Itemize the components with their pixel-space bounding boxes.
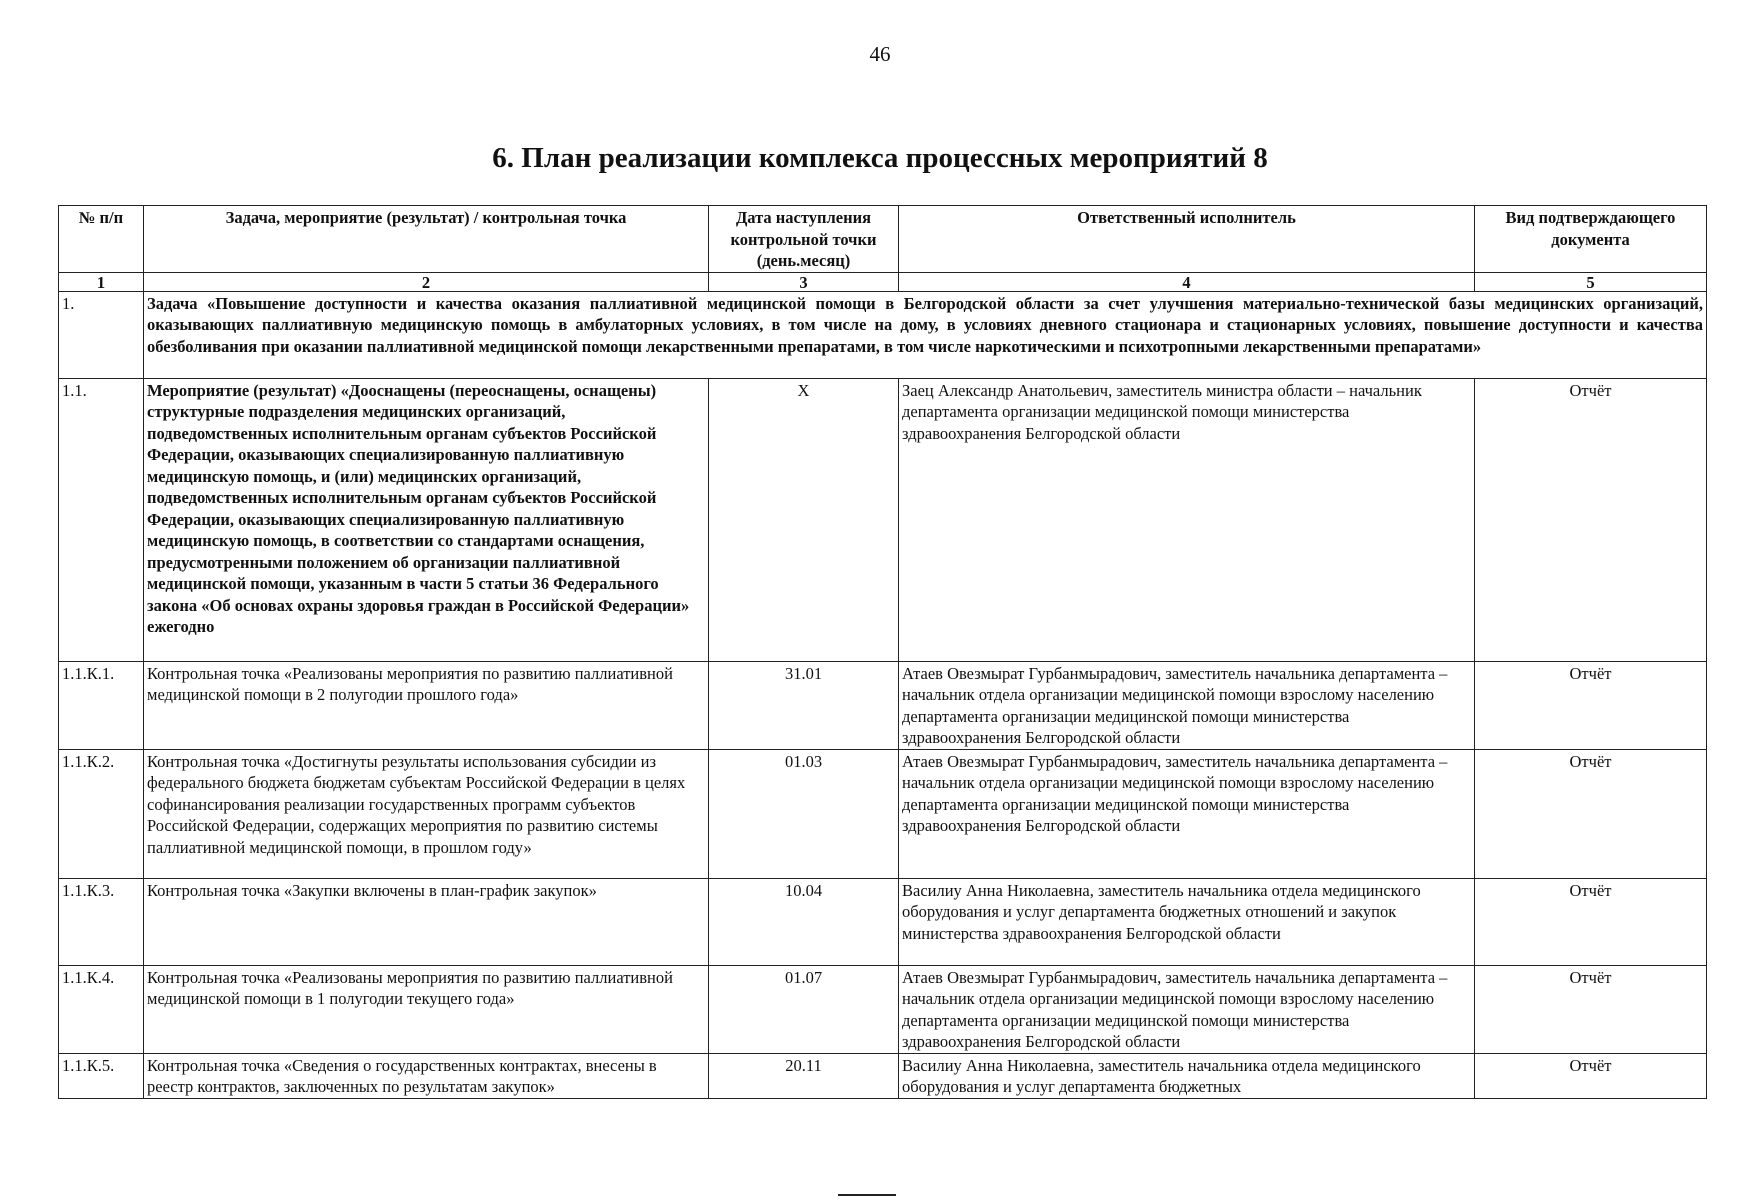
task-num: 1.	[59, 291, 144, 378]
row-responsible: Атаев Овезмырат Гурбанмырадович, заместитель начальника департамента – начальник отдела организации медицинской помощи взрослому населению департамента организации медицинской помощи министерства здравоохранения Белгородской области	[899, 749, 1475, 878]
table-row	[59, 749, 1707, 878]
column-number: 2	[144, 272, 709, 291]
page-title: 6. План реализации комплекса процессных мероприятий 8	[492, 142, 1268, 174]
header-document: Вид подтверждающего документа	[1475, 206, 1707, 273]
row-date: 31.01	[709, 661, 899, 749]
event-date: X	[709, 378, 899, 661]
event-num: 1.1.	[59, 378, 144, 661]
row-document: Отчёт	[1475, 1053, 1707, 1098]
header-num: № п/п	[59, 206, 144, 273]
row-document: Отчёт	[1475, 749, 1707, 878]
row-text: Контрольная точка «Достигнуты результаты использования субсидии из федерального бюджета бюджетам субъектам Российской Федерации в целях софинансирования реализации государственных программ субъектов Российской Федерации, содержащих мероприятия по развитию системы паллиативной медицинской помощи, в прошлом году»	[144, 749, 709, 878]
table-row	[59, 878, 1707, 965]
header-responsible: Ответственный исполнитель	[899, 206, 1475, 273]
row-responsible: Атаев Овезмырат Гурбанмырадович, заместитель начальника департамента – начальник отдела организации медицинской помощи взрослому населению департамента организации медицинской помощи министерства здравоохранения Белгородской области	[899, 661, 1475, 749]
row-document: Отчёт	[1475, 878, 1707, 965]
footer-divider	[838, 1194, 896, 1196]
row-document: Отчёт	[1475, 661, 1707, 749]
row-responsible: Атаев Овезмырат Гурбанмырадович, заместитель начальника департамента – начальник отдела организации медицинской помощи взрослому населению департамента организации медицинской помощи министерства здравоохранения Белгородской области	[899, 965, 1475, 1053]
plan-table	[58, 205, 1707, 1099]
task-row	[59, 291, 1707, 378]
event-row	[59, 378, 1707, 661]
row-text: Контрольная точка «Реализованы мероприятия по развитию паллиативной медицинской помощи в 2 полугодии прошлого года»	[144, 661, 709, 749]
table-header-row	[59, 206, 1707, 273]
row-num: 1.1.К.2.	[59, 749, 144, 878]
header-task: Задача, мероприятие (результат) / контрольная точка	[144, 206, 709, 273]
event-document: Отчёт	[1475, 378, 1707, 661]
row-document: Отчёт	[1475, 965, 1707, 1053]
row-date: 01.07	[709, 965, 899, 1053]
row-responsible: Василиу Анна Николаевна, заместитель начальника отдела медицинского оборудования и услуг департамента бюджетных отношений и закупок министерства здравоохранения Белгородской области	[899, 878, 1475, 965]
row-num: 1.1.К.4.	[59, 965, 144, 1053]
row-date: 20.11	[709, 1053, 899, 1098]
column-number: 3	[709, 272, 899, 291]
column-numbers-row	[59, 272, 1707, 291]
page-number: 46	[869, 42, 891, 66]
table-row	[59, 1053, 1707, 1098]
row-text: Контрольная точка «Сведения о государственных контрактах, внесены в реестр контрактов, заключенных по результатам закупок»	[144, 1053, 709, 1098]
row-num: 1.1.К.3.	[59, 878, 144, 965]
row-text: Контрольная точка «Реализованы мероприятия по развитию паллиативной медицинской помощи в 1 полугодии текущего года»	[144, 965, 709, 1053]
column-number: 5	[1475, 272, 1707, 291]
row-num: 1.1.К.1.	[59, 661, 144, 749]
row-responsible: Василиу Анна Николаевна, заместитель начальника отдела медицинского оборудования и услуг департамента бюджетных	[899, 1053, 1475, 1098]
column-number: 1	[59, 272, 144, 291]
row-date: 01.03	[709, 749, 899, 878]
event-responsible: Заец Александр Анатольевич, заместитель министра области – начальник департамента организации медицинской помощи министерства здравоохранения Белгородской области	[899, 378, 1475, 661]
header-date: Дата наступления контрольной точки (день.месяц)	[709, 206, 899, 273]
row-date: 10.04	[709, 878, 899, 965]
column-number: 4	[899, 272, 1475, 291]
row-text: Контрольная точка «Закупки включены в план-график закупок»	[144, 878, 709, 965]
table-row	[59, 661, 1707, 749]
row-num: 1.1.К.5.	[59, 1053, 144, 1098]
event-text: Мероприятие (результат) «Дооснащены (переоснащены, оснащены) структурные подразделения медицинских организаций, подведомственных исполнительным органам субъектов Российской Федерации, оказывающих специализированную паллиативную медицинскую помощь, и (или) медицинских организаций, подведомственных исполнительным органам субъектов Российской Федерации, оказывающих специализированную паллиативную медицинскую помощь, в соответствии со стандартами оснащения, предусмотренными положением об организации паллиативной медицинской помощи, указанным в части 5 статьи 36 Федерального закона «Об основах охраны здоровья граждан в Российской Федерации» ежегодно	[144, 378, 709, 661]
task-text: Задача «Повышение доступности и качества оказания паллиативной медицинской помощи в Белгородской области за счет улучшения материально-технической базы медицинских организаций, оказывающих паллиативную медицинскую помощь в амбулаторных условиях, в том числе на дому, в условиях дневного стационара и стационарных условиях, повышение доступности и качества обезболивания при оказании паллиативной медицинской помощи лекарственными препаратами, в том числе наркотическими и психотропными лекарственными препаратами»	[144, 291, 1707, 378]
table-row	[59, 965, 1707, 1053]
